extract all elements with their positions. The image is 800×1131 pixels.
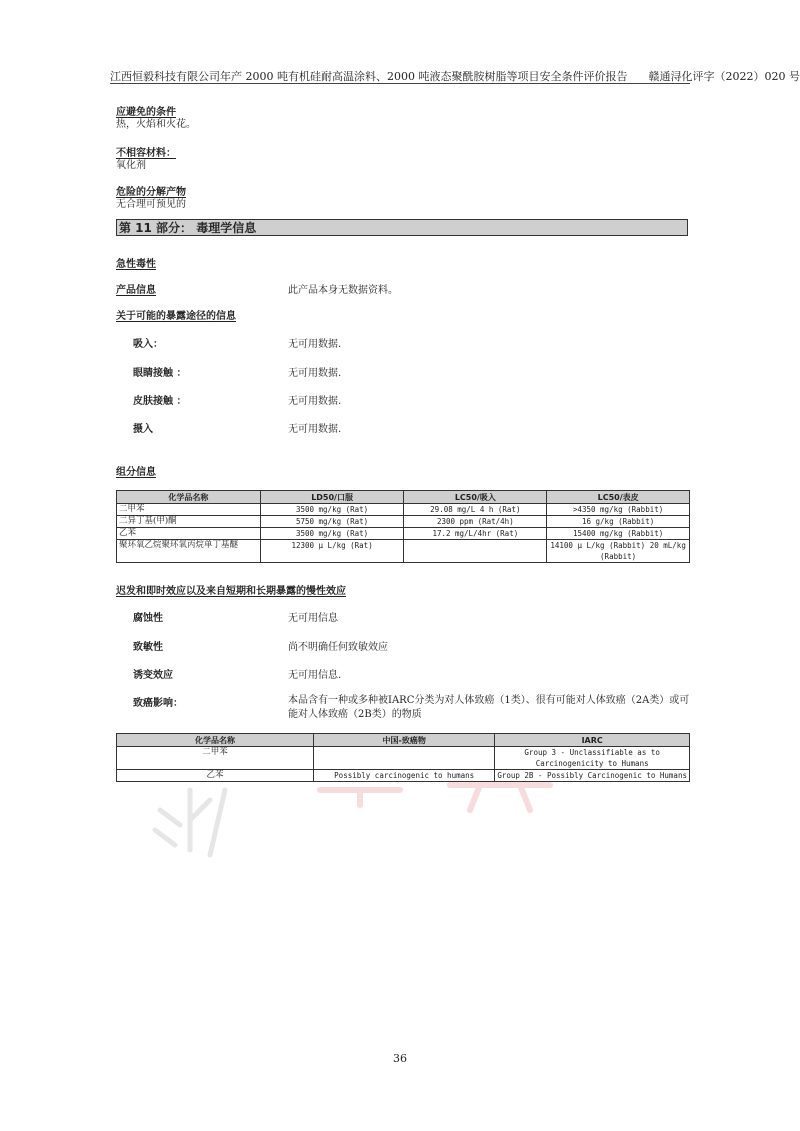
col-header: LC50/吸入 bbox=[404, 491, 547, 504]
table-cell: 12300 μ L/kg (Rat) bbox=[260, 540, 404, 563]
route-inhalation-value: 无可用数据. bbox=[288, 339, 342, 350]
table-row bbox=[117, 747, 690, 770]
col-header: LD50/口服 bbox=[260, 491, 404, 504]
carcinogenic-label: 致癌影响： bbox=[133, 698, 183, 709]
table-cell: 二甲苯 bbox=[117, 504, 261, 516]
sensitization-label: 致敏性 bbox=[133, 642, 163, 653]
table-cell: 二异丁基(甲)酮 bbox=[117, 516, 261, 528]
route-ingestion-label: 摄入 bbox=[133, 424, 153, 435]
watermark-stamp bbox=[150, 770, 570, 860]
sensitization-value: 尚不明确任何致敏效应 bbox=[288, 642, 388, 653]
mutagenic-label: 诱变效应 bbox=[133, 670, 173, 681]
corrosivity-label: 腐蚀性 bbox=[133, 613, 163, 624]
table-cell: 3500 mg/kg (Rat) bbox=[260, 528, 404, 540]
route-eye-label: 眼睛接触 ： bbox=[133, 368, 187, 379]
table-cell: Group 2B - Possibly Carcinogenic to Humans bbox=[495, 770, 690, 782]
decomposition-title: 危险的分解产物 bbox=[116, 187, 186, 198]
route-skin-label: 皮肤接触 ： bbox=[133, 396, 187, 407]
page-number: 36 bbox=[393, 1052, 407, 1065]
table-row bbox=[117, 504, 690, 516]
table-row bbox=[117, 516, 690, 528]
routes-title: 关于可能的暴露途径的信息 bbox=[116, 311, 236, 322]
table-cell bbox=[404, 540, 547, 563]
table-cell: 17.2 mg/L/4hr (Rat) bbox=[404, 528, 547, 540]
col-header: IARC bbox=[495, 734, 690, 747]
product-info-label: 产品信息 bbox=[116, 285, 156, 296]
table-cell bbox=[314, 747, 495, 770]
table-cell: 5750 mg/kg (Rat) bbox=[260, 516, 404, 528]
decomposition-text: 无合理可预见的 bbox=[116, 199, 186, 210]
conditions-title: 应避免的条件 bbox=[116, 107, 176, 118]
page-header bbox=[110, 68, 800, 84]
col-header: 化学品名称 bbox=[117, 734, 314, 747]
chronic-title: 迟发和即时效应以及来自短期和长期暴露的慢性效应 bbox=[116, 586, 346, 597]
table-cell: >4350 mg/kg (Rabbit) bbox=[547, 504, 690, 516]
col-header: 化学品名称 bbox=[117, 491, 261, 504]
table-row bbox=[117, 528, 690, 540]
col-header: 中国-致癌物 bbox=[314, 734, 495, 747]
table-cell: 乙苯 bbox=[117, 770, 314, 782]
table-cell: Possibly carcinogenic to humans bbox=[314, 770, 495, 782]
header-divider bbox=[110, 83, 690, 84]
incompatible-title: 不相容材料： bbox=[116, 148, 176, 159]
components-title: 组分信息 bbox=[116, 467, 156, 478]
header-left: 江西恒毅科技有限公司年产 2000 吨有机硅耐高温涂料、2000 吨液态聚酰胺树脂等项目安全条件评价报告 bbox=[110, 70, 628, 83]
carcinogenic-value: 本品含有一种或多种被IARC分类为对人体致癌（1类）、很有可能对人体致癌（2A类）或可能对人体致癌（2B类）的物质 bbox=[288, 695, 690, 720]
incompatible-text: 氧化剂 bbox=[116, 160, 146, 171]
table-cell: 2300 ppm (Rat/4h) bbox=[404, 516, 547, 528]
col-header: LC50/表皮 bbox=[547, 491, 690, 504]
table-cell: 29.08 mg/L 4 h (Rat) bbox=[404, 504, 547, 516]
table-cell: 乙苯 bbox=[117, 528, 261, 540]
route-eye-value: 无可用数据. bbox=[288, 368, 342, 379]
table-cell: 15400 mg/kg (Rabbit) bbox=[547, 528, 690, 540]
conditions-text: 热，火焰和火花。 bbox=[116, 119, 196, 130]
table-row bbox=[117, 540, 690, 563]
components-table bbox=[116, 490, 690, 563]
table-cell: 16 g/kg (Rabbit) bbox=[547, 516, 690, 528]
acute-title: 急性毒性 bbox=[116, 259, 156, 270]
table-header-row bbox=[117, 734, 690, 747]
table-header-row bbox=[117, 491, 690, 504]
table-cell: 3500 mg/kg (Rat) bbox=[260, 504, 404, 516]
corrosivity-value: 无可用信息 bbox=[288, 613, 338, 624]
table-cell: 聚环氧乙烷聚环氧丙烷单丁基醚 bbox=[117, 540, 261, 563]
header-right: 赣通浔化评字（2022）020 号 bbox=[648, 70, 800, 83]
table-cell: Group 3 - Unclassifiable as to Carcinogenicity to Humans bbox=[495, 747, 690, 770]
table-cell: 二甲苯 bbox=[117, 747, 314, 770]
mutagenic-value: 无可用信息. bbox=[288, 670, 342, 681]
route-inhalation-label: 吸入： bbox=[133, 339, 163, 350]
table-cell: 14100 μ L/kg (Rabbit) 20 mL/kg (Rabbit) bbox=[547, 540, 690, 563]
route-skin-value: 无可用数据. bbox=[288, 396, 342, 407]
product-info-value: 此产品本身无数据资料。 bbox=[288, 285, 398, 296]
route-ingestion-value: 无可用数据. bbox=[288, 424, 342, 435]
section-11-header: 第 11 部分： 毒理学信息 bbox=[116, 219, 688, 236]
